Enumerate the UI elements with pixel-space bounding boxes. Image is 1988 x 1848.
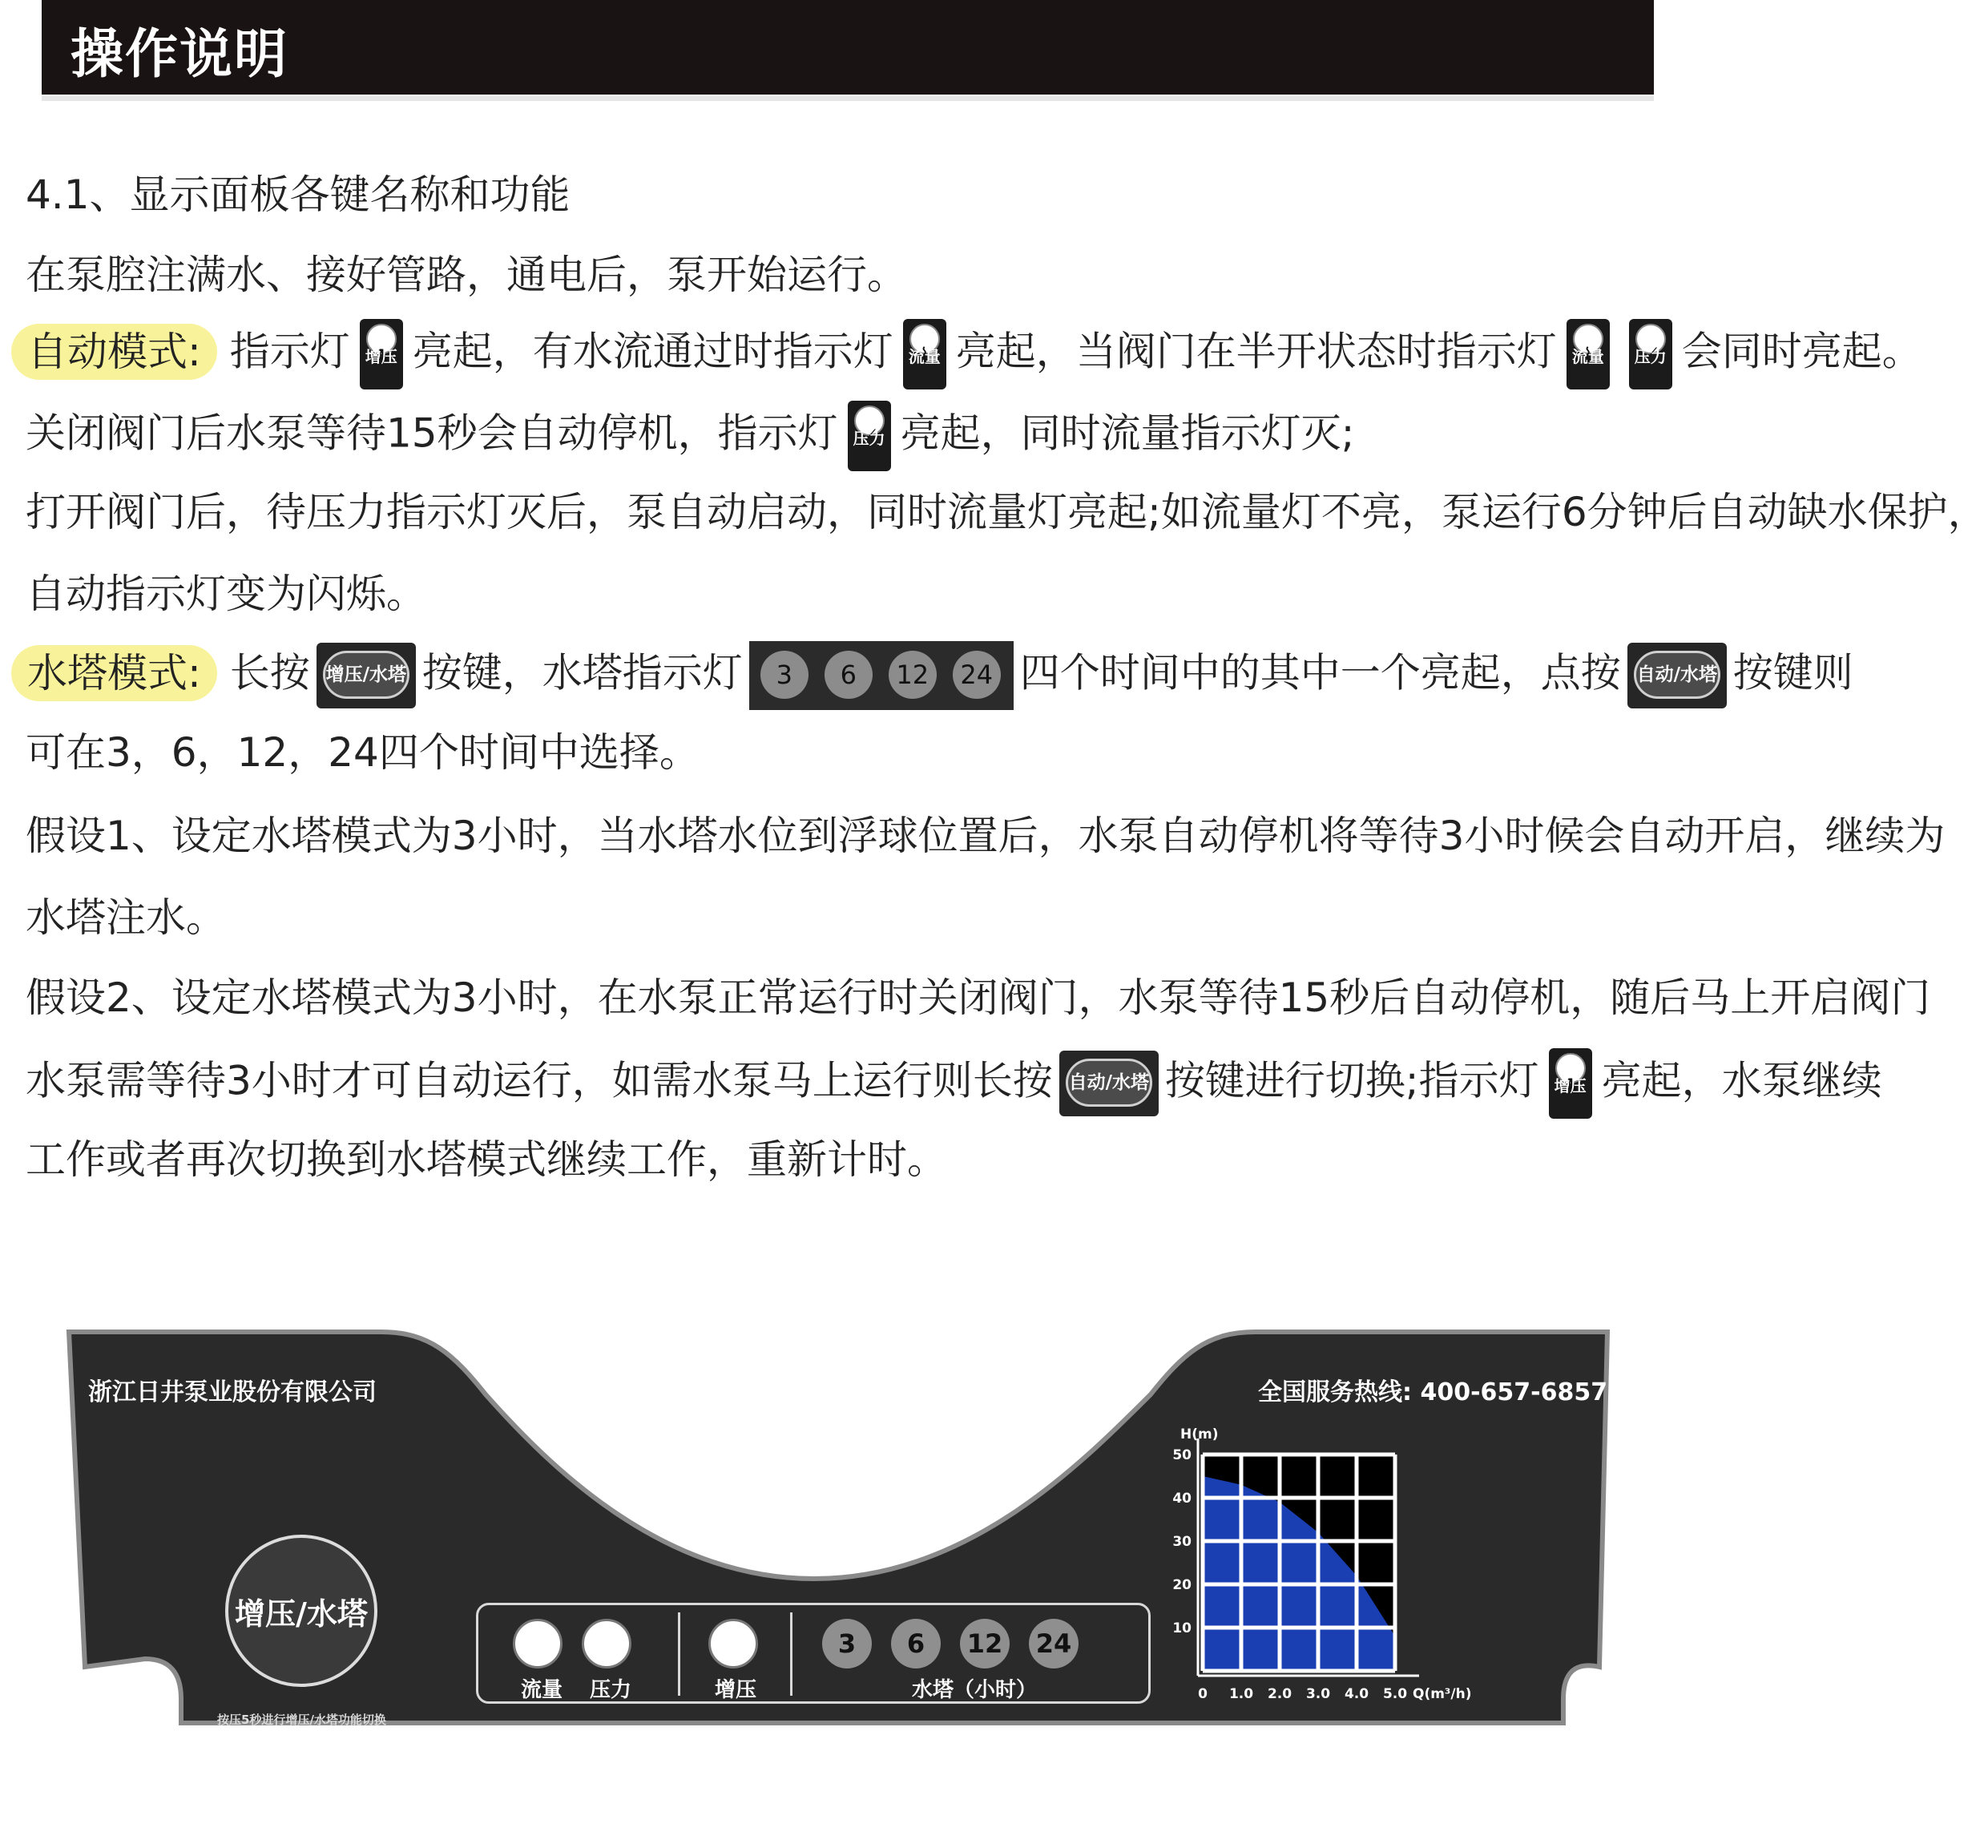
control-panel: [53, 1322, 1623, 1739]
flow-indicator-label: 流量: [908, 347, 941, 366]
case-2-text-3: 亮起，水泵继续: [1601, 1057, 1882, 1104]
boost-indicator-label: 增压: [1554, 1076, 1587, 1095]
boost-indicator-icon: [360, 319, 403, 389]
boost-tower-key-label: 增压/水塔: [323, 651, 409, 699]
pressure-label: 压力: [590, 1678, 632, 1702]
case-2-line-3: 工作或者再次切换到水塔模式继续工作，重新计时。: [26, 1136, 947, 1183]
tower-text-3: 四个时间中的其中一个亮起，点按: [1019, 649, 1621, 696]
intro-text: 在泵腔注满水、接好管路，通电后，泵开始运行。: [26, 252, 907, 298]
pressure-gauge-icon: [582, 1619, 631, 1668]
boost-indicator-label: 增压: [365, 347, 397, 366]
auto-text-1: 指示灯: [216, 328, 350, 375]
boost-label: 增压: [715, 1678, 757, 1702]
pressure-indicator-label: 压力: [853, 429, 885, 448]
auto-mode-label: 自动模式:: [11, 324, 217, 380]
timer-6-light: 6: [891, 1619, 941, 1668]
timer-3-icon: 3: [760, 651, 809, 699]
tower-text-1: 长按: [216, 649, 310, 696]
chart-x-axis-label: Q(m³/h): [1413, 1686, 1472, 1702]
tower-hours-label: 水塔（小时）: [912, 1678, 1038, 1702]
auto-text-4: 会同时亮起。: [1681, 328, 1922, 375]
tower-text-2: 按键，水塔指示灯: [421, 649, 743, 696]
chart-y-tick-label: 30: [1172, 1534, 1192, 1550]
boost-tower-button[interactable]: [225, 1535, 377, 1687]
case-2-line-1: 假设2、设定水塔模式为3小时，在水泵正常运行时关闭阀门，水泵等待15秒后自动停机，随后马上开启阀门: [26, 974, 1931, 1021]
indicator-divider: [678, 1612, 680, 1696]
auto-mode-line-3: 打开阀门后，待压力指示灯灭后，泵自动启动，同时流量灯亮起;如流量灯不亮，泵运行6分钟后自动缺水保护，: [26, 489, 1988, 535]
timer-3-light: 3: [822, 1619, 872, 1668]
pressure-indicator-icon: [848, 401, 891, 471]
auto-mode-line-4: 自动指示灯变为闪烁。: [26, 571, 426, 617]
flow-indicator-icon: [1567, 319, 1610, 389]
chart-y-tick-label: 40: [1172, 1491, 1192, 1507]
chart-x-tick-label: 4.0: [1344, 1686, 1369, 1702]
auto-mode-line-2: [26, 401, 1354, 471]
chart-y-axis-label: H(m): [1180, 1426, 1219, 1442]
auto-text-2: 亮起，有水流通过时指示灯: [412, 328, 893, 375]
chart-y-tick-label: 20: [1172, 1577, 1192, 1593]
chart-x-tick-label: 1.0: [1228, 1686, 1254, 1702]
flow-indicator-icon: [903, 319, 946, 389]
auto-text-3: 亮起，当阀门在半开状态时指示灯: [955, 328, 1557, 375]
service-hotline: 全国服务热线: 400-657-6857: [1258, 1378, 1608, 1406]
tower-timer-strip: [749, 641, 1014, 710]
boost-indicator-icon: [1549, 1048, 1592, 1119]
timer-24-light: 24: [1029, 1619, 1079, 1668]
page-title: 操作说明: [71, 23, 288, 85]
tower-mode-label: 水塔模式:: [11, 645, 217, 701]
chart-x-tick-label: 0: [1198, 1686, 1208, 1702]
case-1-line-1: 假设1、设定水塔模式为3小时，当水塔水位到浮球位置后，水泵自动停机将等待3小时候会自动开启，继续为: [26, 813, 1946, 859]
section-title: 4.1、显示面板各键名称和功能: [26, 171, 571, 218]
pressure-indicator-label: 压力: [1634, 347, 1667, 366]
indicator-divider: [790, 1612, 792, 1696]
company-name: 浙江日井泵业股份有限公司: [88, 1378, 377, 1406]
flow-indicator-label: 流量: [1571, 347, 1604, 366]
boost-tower-button-caption: 按压5秒进行增压/水塔功能切换: [217, 1713, 386, 1727]
case-2-text-1: 水泵需等待3小时才可自动运行，如需水泵马上运行则长按: [26, 1057, 1053, 1104]
performance-chart: [1151, 1422, 1472, 1719]
auto-text-6: 亮起，同时流量指示灯灭;: [900, 410, 1355, 457]
auto-tower-key-label: 自动/水塔: [1066, 1059, 1152, 1107]
chart-y-tick-label: 10: [1172, 1620, 1192, 1636]
chart-y-tick-label: 50: [1172, 1447, 1192, 1463]
case-1-line-2: 水塔注水。: [26, 894, 226, 941]
timer-6-icon: 6: [825, 651, 873, 699]
chart-x-tick-label: 5.0: [1382, 1686, 1408, 1702]
boost-a-icon: [708, 1619, 758, 1668]
auto-tower-key-icon: [1059, 1051, 1159, 1116]
flow-faucet-icon: [513, 1619, 563, 1668]
auto-mode-line-1: [26, 319, 1922, 389]
chart-x-tick-label: 2.0: [1267, 1686, 1292, 1702]
case-2-text-2: 按键进行切换;指示灯: [1164, 1057, 1539, 1104]
header-divider: [42, 96, 1654, 101]
case-2-line-2: [26, 1048, 1882, 1119]
auto-tower-key-icon: [1627, 643, 1727, 708]
timer-24-icon: 24: [953, 651, 1001, 699]
chart-x-tick-label: 3.0: [1305, 1686, 1331, 1702]
boost-tower-key-icon: [317, 643, 416, 708]
tower-mode-line-1: [26, 641, 1853, 710]
tower-text-4: 按键则: [1732, 649, 1853, 696]
header-bar: [42, 0, 1654, 95]
tower-mode-line-2: 可在3，6，12，24四个时间中选择。: [26, 729, 700, 776]
auto-tower-key-label: 自动/水塔: [1634, 651, 1720, 699]
timer-12-light: 12: [960, 1619, 1010, 1668]
boost-tower-button-label: 增压/水塔: [235, 1596, 368, 1632]
flow-label: 流量: [521, 1678, 563, 1702]
timer-12-icon: 12: [889, 651, 937, 699]
pressure-indicator-icon: [1629, 319, 1672, 389]
auto-text-5: 关闭阀门后水泵等待15秒会自动停机，指示灯: [26, 410, 838, 457]
